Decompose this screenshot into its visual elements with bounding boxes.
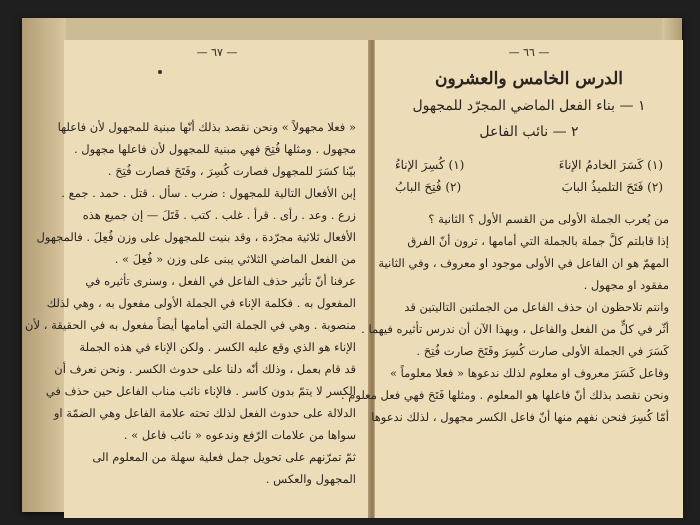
right-page: [340, 40, 683, 518]
text-line: أمّا كُسِرَ فنحن نفهم منها أنّ فاعل الكسر مجهول ، لذلك ندعوها: [371, 410, 669, 424]
text-line: كَسَرَ في الجملة الأولى صارت كُسِرَ وفَتَحَ صارت فُتِحَ .: [416, 344, 669, 358]
example-row: [389, 154, 669, 176]
text-line: ونحن نقصد بذلك أنّ فاعلها هو المعلوم . ومثلها فَتَحَ فهي فعل معلوم .: [340, 388, 669, 402]
text-line: الأفعال ثلاثية مجرّدة ، وقد بنيت للمجهول على وزن فُعِلَ . فالمجهول: [36, 230, 356, 244]
text-line: سواها من علامات الرّفع وندعوه « نائب فاعل » .: [123, 428, 356, 442]
lesson-subtitle-1: ١ — بناء الفعل الماضي المجرّد للمجهول: [412, 98, 646, 114]
example-text: كُسِرَ الإناءُ: [395, 158, 445, 172]
text-line: منصوبة . وهي في الجملة التي أمامها أيضاً مفعول به في الحقيقة ، لأن: [25, 318, 356, 332]
text-line: زرع . وعد . رأى . قرأ . غلب . كتب . قَتَلَ — إن جميع هذه: [82, 208, 356, 222]
book-left-edge: [22, 18, 66, 512]
left-page-text: [25, 116, 356, 490]
example-text: كَسَرَ الخادمُ الإناءَ: [558, 158, 644, 172]
example-number: (٢): [647, 180, 663, 194]
example-text: فَتَحَ التلميذُ البابَ: [561, 180, 644, 194]
text-line: المجهول والعكس .: [265, 472, 356, 486]
open-book: [22, 18, 682, 512]
left-page: [25, 40, 371, 518]
lesson-title: الدرس الخامس والعشرون: [434, 69, 623, 89]
text-line: المهمّ هو ان الفاعل في الأولى موجود او معروف ، وفي الثانية: [378, 256, 669, 270]
right-page-text: [340, 66, 669, 428]
example-row: [389, 176, 669, 198]
example-number: (٢): [445, 180, 462, 194]
text-line: مجهول . ومثلها فُتِحَ فهي مبنية للمجهول لأن فاعلها مجهول .: [74, 142, 356, 156]
example-number: (١): [647, 158, 663, 172]
example-text: فُتِحَ البابُ: [395, 180, 442, 194]
text-line: من الفعل الماضي الثلاثي يبنى على وزن « فُعِلَ » .: [114, 252, 356, 266]
right-page-number: — ٦٦ —: [508, 46, 550, 59]
text-line: الدلالة على حدوث الفعل لذلك تحته علامة الفاعل وهي الضمّة او: [53, 406, 356, 420]
text-line: إبن الأفعال التالية للمجهول : ضرب . سأل . قتل . حمد . جمع .: [61, 186, 356, 200]
text-line: « فعلا مجهولاً » ونحن نقصد بذلك أنّها مبنية للمجهول لأن فاعلها: [57, 120, 356, 134]
text-line: وفاعل كَسَرَ معروف او معلوم لذلك ندعوها « فعلا معلوماً »: [389, 366, 669, 380]
text-line: المفعول به . فكلمة الإناء في الجملة الأولى مفعول به ، وهي لذلك: [46, 296, 356, 310]
ink-dot: [158, 70, 162, 74]
text-line: أثّر في كلٍّ من الفعل والفاعل ، وبهذا الآن أن ندرس تأثيره فيهما .: [361, 322, 669, 336]
text-line: عرفنا أنّ تأثير حذف الفاعل في الفعل ، وسنرى تأثيره في: [85, 274, 356, 288]
text-line: قد قام بعمل ، وذلك أنّه دلنا على حدوث الكسر . ونحن نعرف أن: [54, 362, 356, 376]
text-line: وانتم تلاحظون ان حذف الفاعل من الجملتين التاليتين قد: [404, 300, 669, 314]
example-number: (١): [448, 158, 465, 172]
left-page-number: — ٦٧ —: [196, 46, 238, 59]
text-line: بيّنا كسَرَ للمجهول فصارت كُسِرَ ، وفَتَحَ فصارت فُتِحَ .: [107, 164, 356, 178]
text-line: إذا قابلتم كلَّ جملة بالجملة التي أمامها ، ترون أنّ الفرق: [407, 234, 669, 248]
text-line: الكسر لا يتمّ بدون كاسر . فالإناء نائب مناب الفاعل حين حذف في: [45, 384, 356, 398]
lesson-subtitle-2: ٢ — نائب الفاعل: [479, 124, 579, 140]
text-line: الإناء هو الذي وقع عليه الكسر . ولكن الإناء في هذه الجملة: [79, 340, 356, 354]
text-line: من يُعرب الجملة الأولى من القسم الأول ؟ الثانية ؟: [428, 212, 669, 226]
text-line: مفقود او مجهول .: [583, 278, 669, 292]
text-line: ثمّ تمرّنهم على تحويل جمل فعلية سهلة من المعلوم الى: [92, 450, 356, 464]
